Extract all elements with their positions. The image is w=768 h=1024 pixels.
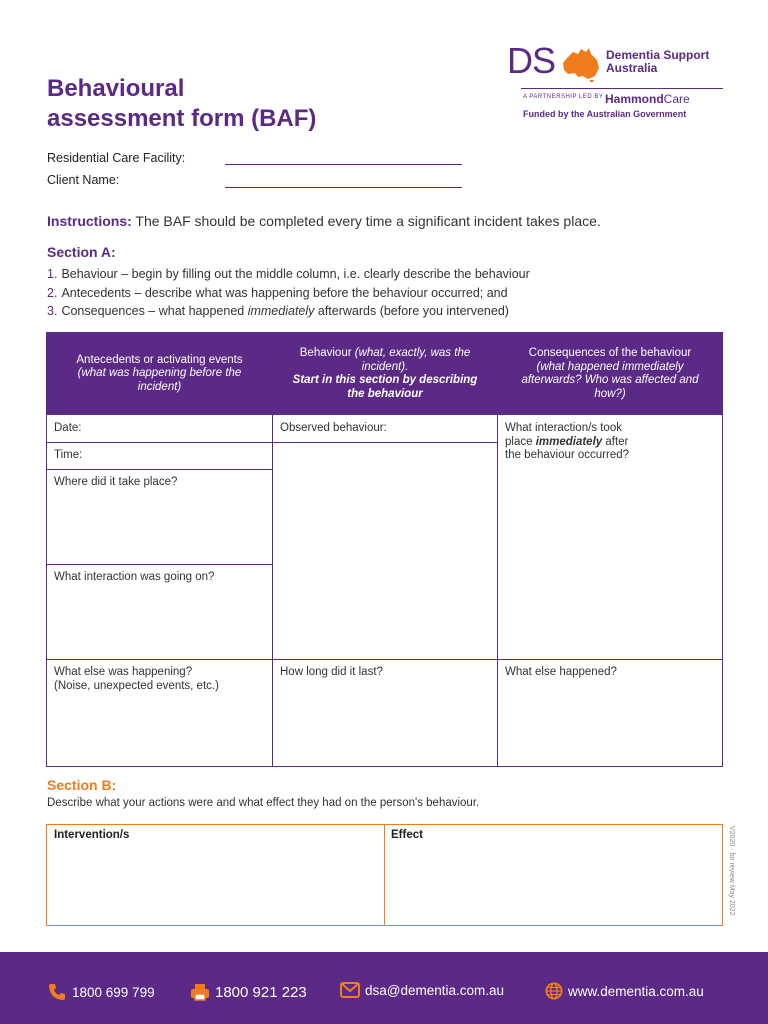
col-antecedents-note: (what was happening before the incident) xyxy=(77,367,242,393)
section-a-steps xyxy=(47,265,530,321)
else-happening-label: What else was happening? xyxy=(54,666,193,678)
col-behaviour-note: (what, exactly, was the incident). xyxy=(351,347,471,373)
australia-map-icon xyxy=(561,46,601,82)
hammondcare-logo xyxy=(605,92,690,106)
intervention-table xyxy=(46,824,723,926)
intervention-header: Intervention/s xyxy=(54,829,130,841)
step-item xyxy=(47,302,530,321)
logo-ds-text: DS xyxy=(507,40,556,81)
duration-cell[interactable] xyxy=(273,660,497,766)
footer-web-text: www.dementia.com.au xyxy=(568,983,704,999)
footer-email[interactable] xyxy=(340,982,504,998)
behaviour-description-cell[interactable] xyxy=(273,443,497,659)
where-cell[interactable] xyxy=(47,470,272,564)
step-number: 1. xyxy=(47,267,58,281)
interaction-label: What interaction was going on? xyxy=(54,571,215,583)
else-happened-label: What else happened? xyxy=(505,666,617,678)
page-title xyxy=(47,74,316,134)
col-behaviour-instruction: Start in this section by describing the behaviour xyxy=(292,374,478,400)
globe-icon xyxy=(545,982,563,1000)
col-antecedents-header xyxy=(47,333,272,415)
interaction-cell[interactable] xyxy=(47,565,272,659)
interaction-after-line-3: the behaviour occurred? xyxy=(505,449,630,461)
interaction-after-emphasis: immediately xyxy=(535,435,603,448)
dsa-logo xyxy=(507,40,727,123)
facility-label: Residential Care Facility: xyxy=(47,151,186,165)
client-name-field[interactable] xyxy=(225,187,462,188)
step-item xyxy=(47,265,530,284)
facility-field[interactable] xyxy=(225,164,462,165)
time-label: Time: xyxy=(54,449,83,461)
logo-divider xyxy=(521,88,723,89)
effect-header: Effect xyxy=(391,829,423,841)
col-consequences-header xyxy=(498,333,722,415)
title-line-1: Behavioural xyxy=(47,75,185,102)
version-note xyxy=(727,826,737,926)
else-happening-cell[interactable] xyxy=(47,660,272,766)
care-light: Care xyxy=(663,92,690,106)
observed-label: Observed behaviour: xyxy=(280,422,387,434)
instructions-text: The BAF should be completed every time a significant incident takes place. xyxy=(131,213,601,229)
section-b-heading: Section B: xyxy=(47,777,117,793)
footer-phone-text: 1800 699 799 xyxy=(72,984,155,1000)
step-text: Behaviour – begin by filling out the middle column, i.e. clearly describe the behaviour xyxy=(61,267,530,281)
interaction-after-cell[interactable] xyxy=(498,416,722,659)
step-text-after: afterwards (before you intervened) xyxy=(314,304,509,318)
footer-website[interactable] xyxy=(545,982,704,1000)
col-behaviour-header xyxy=(273,333,497,415)
col-antecedents-title: Antecedents or activating events xyxy=(76,353,243,366)
email-icon xyxy=(340,982,360,998)
else-happening-hint: (Noise, unexpected events, etc.) xyxy=(54,679,219,692)
step-text: Consequences – what happened xyxy=(61,304,248,318)
section-a-heading: Section A: xyxy=(47,244,116,260)
date-label: Date: xyxy=(54,422,82,434)
step-number: 2. xyxy=(47,285,58,300)
logo-org-line-2: Australia xyxy=(606,61,658,75)
footer xyxy=(0,952,768,1024)
col-consequences-title: Consequences of the behaviour xyxy=(528,347,692,359)
hammond-bold: Hammond xyxy=(605,92,664,106)
footer-fax[interactable] xyxy=(190,982,307,1002)
interaction-after-line-1: What interaction/s took xyxy=(505,422,622,434)
fax-icon xyxy=(190,982,210,1002)
interaction-after-text: place xyxy=(505,435,536,448)
effect-cell[interactable] xyxy=(385,845,722,925)
time-cell[interactable] xyxy=(47,443,272,469)
intervention-cell[interactable] xyxy=(47,845,384,925)
section-b-description: Describe what your actions were and what effect they had on the person's behaviour. xyxy=(47,797,480,809)
duration-label: How long did it last? xyxy=(280,666,383,678)
interaction-after-text: after xyxy=(602,435,629,448)
col-behaviour-title: Behaviour xyxy=(299,347,352,359)
title-line-2: assessment form (BAF) xyxy=(47,105,317,132)
observed-behaviour-cell[interactable] xyxy=(273,416,497,442)
footer-phone[interactable] xyxy=(47,982,155,1002)
logo-partnership: A PARTNERSHIP LED BY xyxy=(523,94,604,100)
logo-org-line-1: Dementia Support xyxy=(606,48,710,62)
where-label: Where did it take place? xyxy=(54,476,178,488)
footer-email-text: dsa@dementia.com.au xyxy=(365,982,505,998)
logo-org-name xyxy=(606,49,709,75)
step-number: 3. xyxy=(47,304,58,318)
instructions xyxy=(47,213,601,229)
version-text: V2020 · for review May 2022 xyxy=(728,826,735,916)
footer-fax-text: 1800 921 223 xyxy=(215,983,307,1001)
abc-table xyxy=(46,332,723,767)
col-consequences-note: (what happened immediately afterwards? Who was affected and how?) xyxy=(521,360,699,400)
client-name-label: Client Name: xyxy=(47,173,120,187)
step-text: Antecedents – describe what was happening before the behaviour occurred; and xyxy=(61,285,508,300)
interaction-after-line-2 xyxy=(505,436,715,450)
step-item xyxy=(47,284,530,303)
step-emphasis: immediately xyxy=(247,304,315,318)
phone-icon xyxy=(47,982,67,1002)
instructions-label: Instructions: xyxy=(47,213,132,229)
else-happened-cell[interactable] xyxy=(498,660,722,766)
funded-note: Funded by the Australian Government xyxy=(523,109,687,119)
date-cell[interactable] xyxy=(47,416,272,442)
